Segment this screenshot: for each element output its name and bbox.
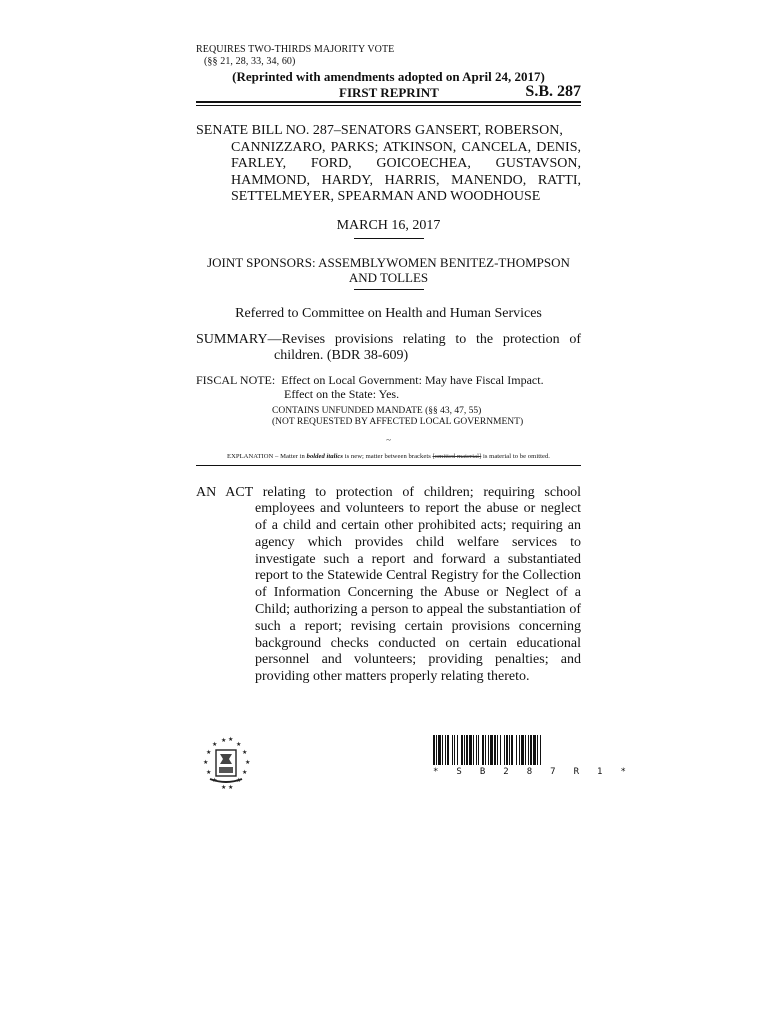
seal-icon <box>196 735 256 795</box>
bill-header-line <box>196 84 581 101</box>
explanation-italic: bolded italics <box>306 452 344 460</box>
svg-text:★: ★ <box>206 749 212 756</box>
sponsors-lead: SENATE BILL NO. 287–SENATORS GANSERT, ROBERSON, <box>196 123 563 138</box>
act-body: employees and volunteers to report the abuse or neglect of a child and certain other prohibited acts; requiring an agency which provides child welfare services to investigate such a report and forward a substantiated report to the Statewide Central Registry for the Collection of Information Concerning the Abuse or Neglect of a Child; authorizing a person to appeal the substantiation of such a report; revising certain provisions concerning background checks conducted on certain educational personnel and volunteers; providing penalties; and providing other matters properly relating thereto. <box>255 501 581 685</box>
reprint-notice: (Reprinted with amendments adopted on April 24, 2017) <box>232 69 545 84</box>
mandate-line2: (NOT REQUESTED BY AFFECTED LOCAL GOVERNMENT) <box>272 416 524 427</box>
fiscal-note <box>196 373 581 401</box>
bill-number: S.B. 287 <box>525 83 581 100</box>
mandate-line1: CONTAINS UNFUNDED MANDATE (§§ 43, 47, 55) <box>272 405 482 416</box>
joint-sponsors <box>196 255 581 285</box>
joint-sponsors-rule <box>354 289 424 290</box>
senate-sponsors <box>196 123 581 206</box>
explanation-struck: [omitted material] <box>432 452 482 460</box>
sponsors-list: CANNIZZARO, PARKS; ATKINSON, CANCELA, DENIS, FARLEY, FORD, GOICOECHEA, GUSTAVSON, HAMMOND, HARDY, HARRIS, MANENDO, RATTI, SETTELMEYER, SPEARMAN AND WOODHOUSE <box>231 139 581 204</box>
joint-sponsors-line1: JOINT SPONSORS: ASSEMBLYWOMEN BENITEZ-THOMPSON <box>207 254 570 270</box>
svg-text:★: ★ <box>236 777 242 784</box>
unfunded-mandate <box>196 406 581 428</box>
summary-line2: children. (BDR 38-609) <box>274 347 409 363</box>
barcode <box>433 735 633 777</box>
svg-text:★: ★ <box>212 741 218 748</box>
explanation-rule <box>196 465 581 466</box>
svg-text:★: ★ <box>212 777 218 784</box>
svg-text:★: ★ <box>221 784 227 791</box>
introduction-date: MARCH 16, 2017 <box>336 217 441 233</box>
header-rule-thick <box>196 101 581 103</box>
bill-page <box>196 44 581 686</box>
act-first-line: AN ACT relating to protection of children; requiring school <box>196 484 581 500</box>
act-title <box>196 485 581 687</box>
fiscal-note-line2: Effect on the State: Yes. <box>284 386 400 401</box>
svg-text:★: ★ <box>245 759 251 766</box>
explanation-note <box>196 453 581 460</box>
svg-text:★: ★ <box>228 736 234 743</box>
first-reprint-label: FIRST REPRINT <box>339 85 439 100</box>
joint-sponsors-line2: AND TOLLES <box>348 269 429 285</box>
svg-text:★: ★ <box>242 769 248 776</box>
state-seal-logo <box>196 735 256 795</box>
fiscal-note-line1: FISCAL NOTE: Effect on Local Government: May have Fiscal Impact. <box>196 372 544 387</box>
barcode-label: * S B 2 8 7 R 1 * <box>433 767 633 777</box>
date-rule <box>354 238 424 239</box>
explanation-prefix: EXPLANATION – Matter in <box>227 452 305 460</box>
majority-vote-notice: REQUIRES TWO-THIRDS MAJORITY VOTE <box>196 44 395 55</box>
summary <box>196 332 581 364</box>
committee-referral: Referred to Committee on Health and Human Services <box>235 305 542 321</box>
svg-text:★: ★ <box>221 737 227 744</box>
explanation-middle: is new; matter between brackets <box>344 452 431 460</box>
svg-text:★: ★ <box>242 749 248 756</box>
svg-text:★: ★ <box>206 769 212 776</box>
barcode-icon <box>433 735 578 765</box>
explanation-suffix: is material to be omitted. <box>482 452 550 460</box>
svg-text:★: ★ <box>228 784 234 791</box>
svg-text:★: ★ <box>203 759 209 766</box>
summary-line1: SUMMARY—Revises provisions relating to the protection of <box>196 331 581 347</box>
separator-tilde: ~ <box>386 434 391 445</box>
vote-sections: (§§ 21, 28, 33, 34, 60) <box>204 56 296 67</box>
header-rule-thin <box>196 105 581 106</box>
svg-text:★: ★ <box>236 741 242 748</box>
